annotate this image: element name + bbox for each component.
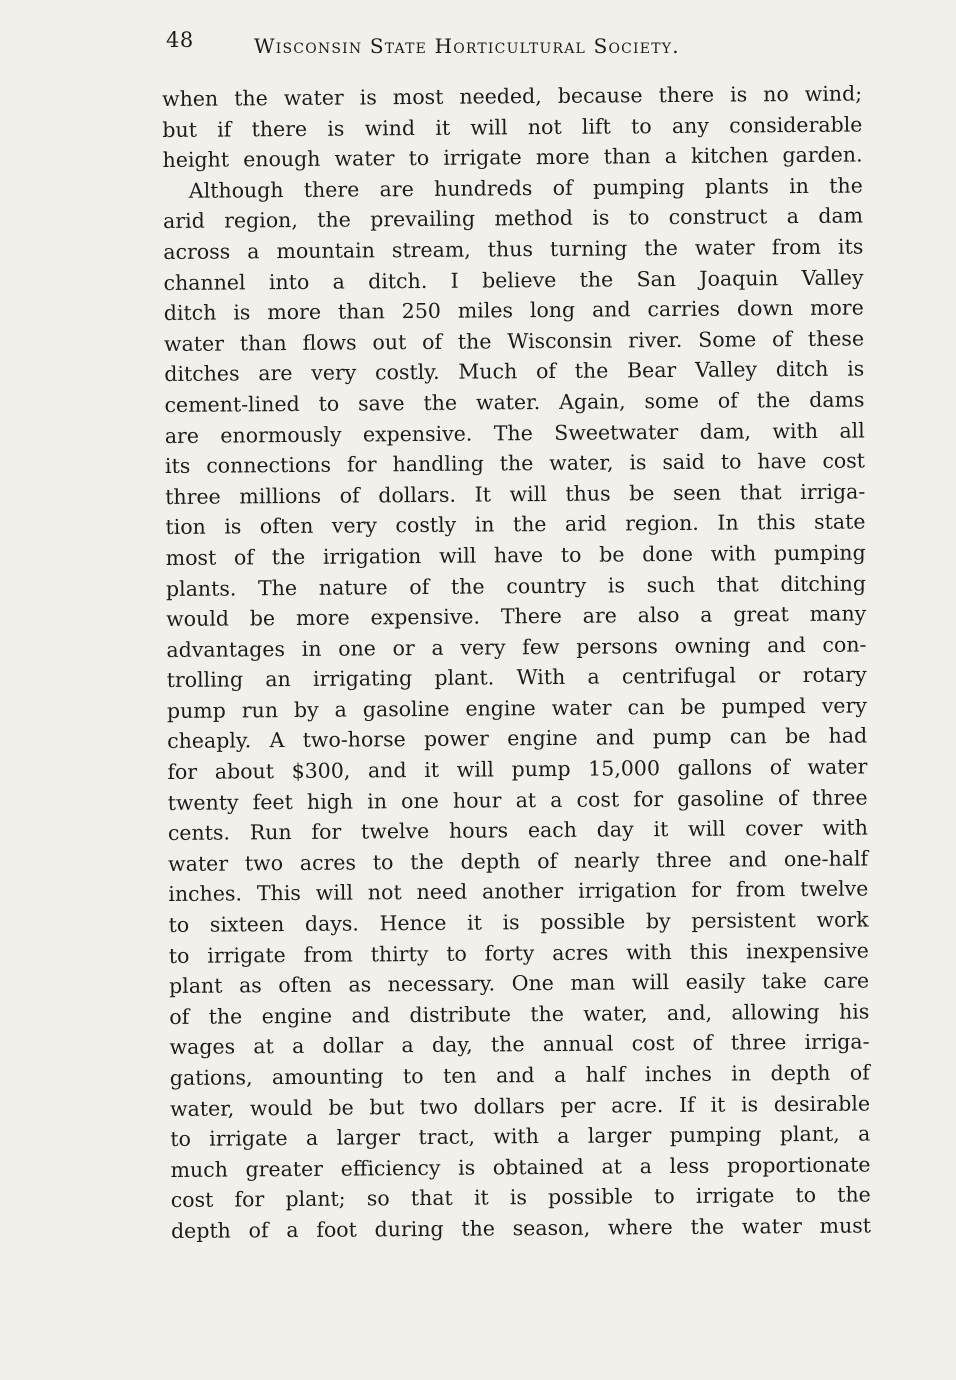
text-line: to irrigate from thirty to forty acres with this inexpensive xyxy=(168,938,869,968)
text-line: three millions of dollars. It will thus be seen that irriga- xyxy=(165,479,866,509)
text-line: would be more expensive. There are also a great many xyxy=(166,601,867,632)
text-line: cement-lined to save the water. Again, some of the dams xyxy=(164,387,865,417)
text-line: cost for plant; so that it is possible to irrigate to the xyxy=(170,1182,871,1213)
paragraph-first-line: Although there are hundreds of pumping plants in the xyxy=(188,173,863,203)
text-line: are enormously expensive. The Sweetwater dam, with all xyxy=(164,418,865,448)
text-line: pump run by a gasoline engine water can be pumped very xyxy=(166,693,867,723)
text-line: much greater efficiency is obtained at a less proportionate xyxy=(170,1152,871,1182)
text-line: water two acres to the depth of nearly three and one-half xyxy=(168,846,869,876)
text-line: twenty feet high in one hour at a cost for gasoline of three xyxy=(167,785,868,815)
text-line: trolling an irrigating plant. With a centrifugal or rotary xyxy=(166,662,867,693)
text-line: ditches are very costly. Much of the Bear Valley ditch is xyxy=(164,356,865,387)
text-line: tion is often very costly in the arid region. In this state xyxy=(165,509,866,540)
text-line: across a mountain stream, thus turning the water from its xyxy=(163,234,864,264)
text-line: advantages in one or a very few persons owning and con- xyxy=(166,632,867,662)
text-line: wages at a dollar a day, the annual cost of three irriga- xyxy=(169,1029,870,1060)
text-line: to sixteen days. Hence it is possible by persistent work xyxy=(168,907,869,938)
text-line: for about $300, and it will pump 15,000 gallons of water xyxy=(167,754,868,785)
page-number: 48 xyxy=(166,28,194,52)
text-line: channel into a ditch. I believe the San Joaquin Valley xyxy=(163,265,864,295)
text-line: cheaply. A two-horse power engine and pump can be had xyxy=(167,723,868,754)
text-line: ditch is more than 250 miles long and carries down more xyxy=(163,295,864,326)
text-line: arid region, the prevailing method is to construct a dam xyxy=(162,203,864,234)
text-line: water than flows out of the Wisconsin river. Some of these xyxy=(163,326,865,356)
text-line: depth of a foot during the season, where the water must xyxy=(170,1213,872,1243)
running-head: Wisconsin State Horticultural Society. xyxy=(254,34,680,58)
page-header xyxy=(166,28,806,68)
text-line: inches. This will not need another irrigation for from twelve xyxy=(168,876,869,907)
text-line: to irrigate a larger tract, with a larger pumping plant, a xyxy=(170,1121,871,1152)
text-line: most of the irrigation will have to be done with pumping xyxy=(165,540,866,570)
text-line: plants. The nature of the country is such that ditching xyxy=(165,570,867,601)
body-text xyxy=(162,79,871,1247)
text-line: plant as often as necessary. One man will easily take care xyxy=(168,968,870,999)
text-line: gations, amounting to ten and a half inches in depth of xyxy=(169,1060,870,1090)
text-line: of the engine and distribute the water, and, allowing his xyxy=(169,999,870,1029)
text-line: water, would be but two dollars per acre. If it is desirable xyxy=(169,1091,871,1121)
text-line: when the water is most needed, because there is no wind; xyxy=(162,81,863,111)
text-line: cents. Run for twelve hours each day it will cover with xyxy=(167,815,868,846)
text-line: its connections for handling the water, is said to have cost xyxy=(164,448,866,479)
text-line: but if there is wind it will not lift to any considerable xyxy=(162,112,863,142)
text-line: height enough water to irrigate more than a kitchen garden. xyxy=(162,142,863,173)
